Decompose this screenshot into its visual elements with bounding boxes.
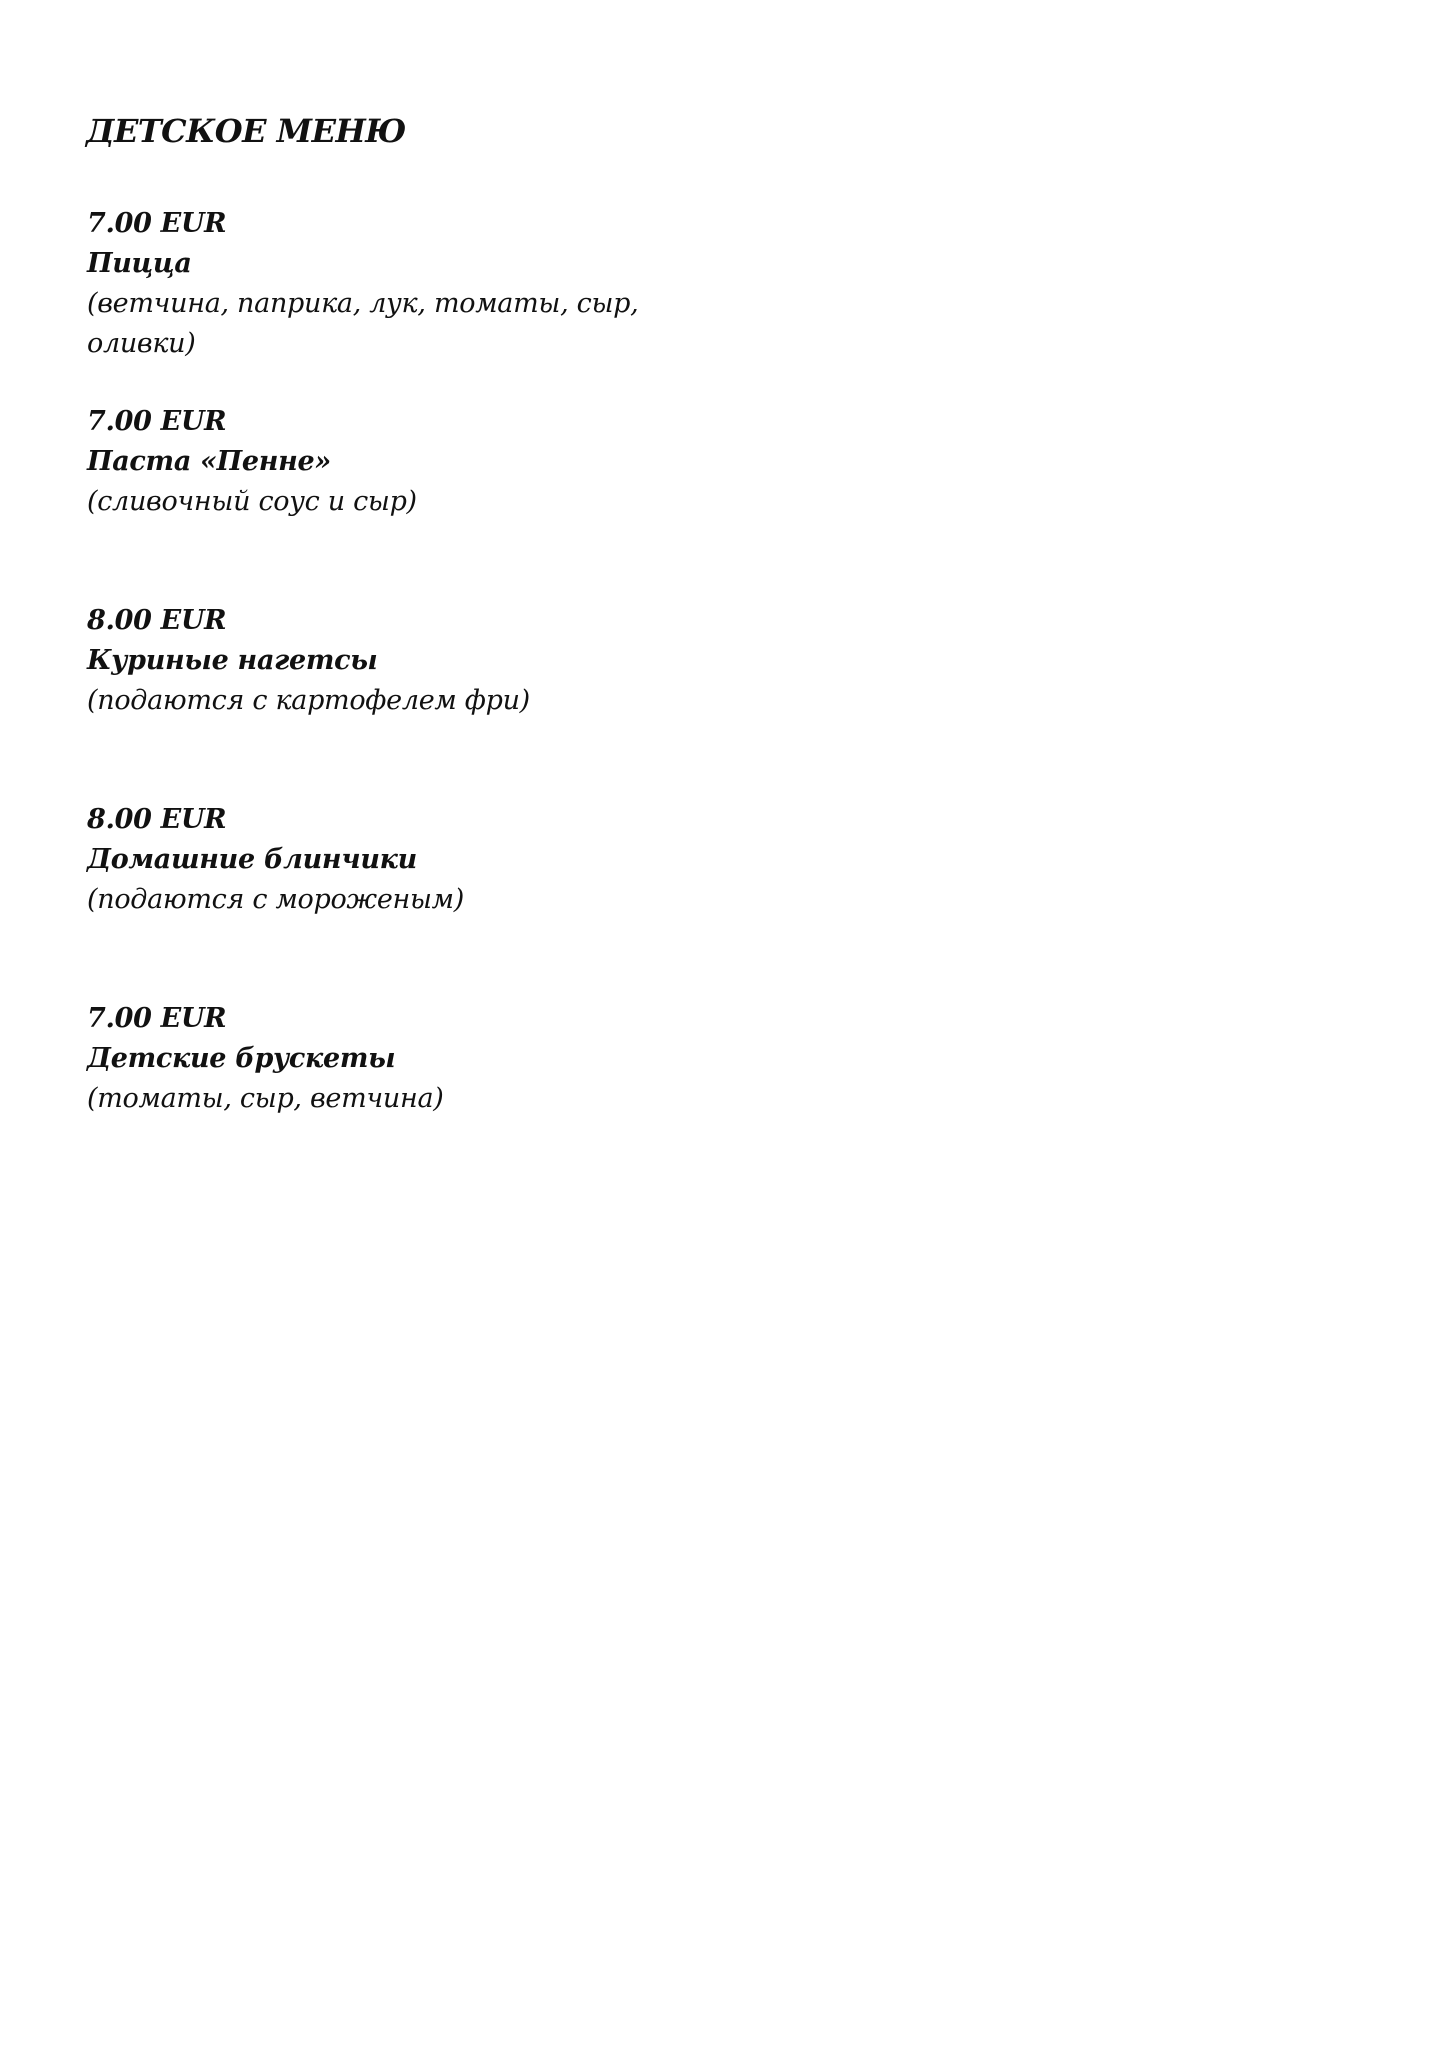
item-price: 7.00 EUR (87, 1003, 227, 1034)
item-name: Куриные нагетсы (87, 645, 378, 676)
item-description: (сливочный соус и сыр) (87, 486, 417, 517)
menu-item-bruschetta (87, 999, 647, 1119)
item-description: (подаются с мороженым) (87, 884, 464, 915)
item-price: 7.00 EUR (87, 406, 227, 437)
item-description: (подаются с картофелем фри) (87, 685, 530, 716)
menu-item-pancakes (87, 800, 647, 920)
menu-item-pizza (87, 204, 647, 364)
item-price: 8.00 EUR (87, 605, 227, 636)
item-name: Пицца (87, 248, 192, 279)
item-price: 7.00 EUR (87, 208, 227, 239)
item-name: Паста «Пенне» (87, 446, 331, 477)
item-price: 8.00 EUR (87, 804, 227, 835)
item-name: Домашние блинчики (87, 844, 417, 875)
menu-item-pasta (87, 402, 647, 522)
item-description: (томаты, сыр, ветчина) (87, 1083, 444, 1114)
page-title: ДЕТСКОЕ МЕНЮ (86, 112, 406, 150)
menu-item-nuggets (87, 601, 647, 721)
item-name: Детские брускеты (87, 1043, 396, 1074)
item-description: (ветчина, паприка, лук, томаты, сыр, оливки) (87, 288, 639, 359)
